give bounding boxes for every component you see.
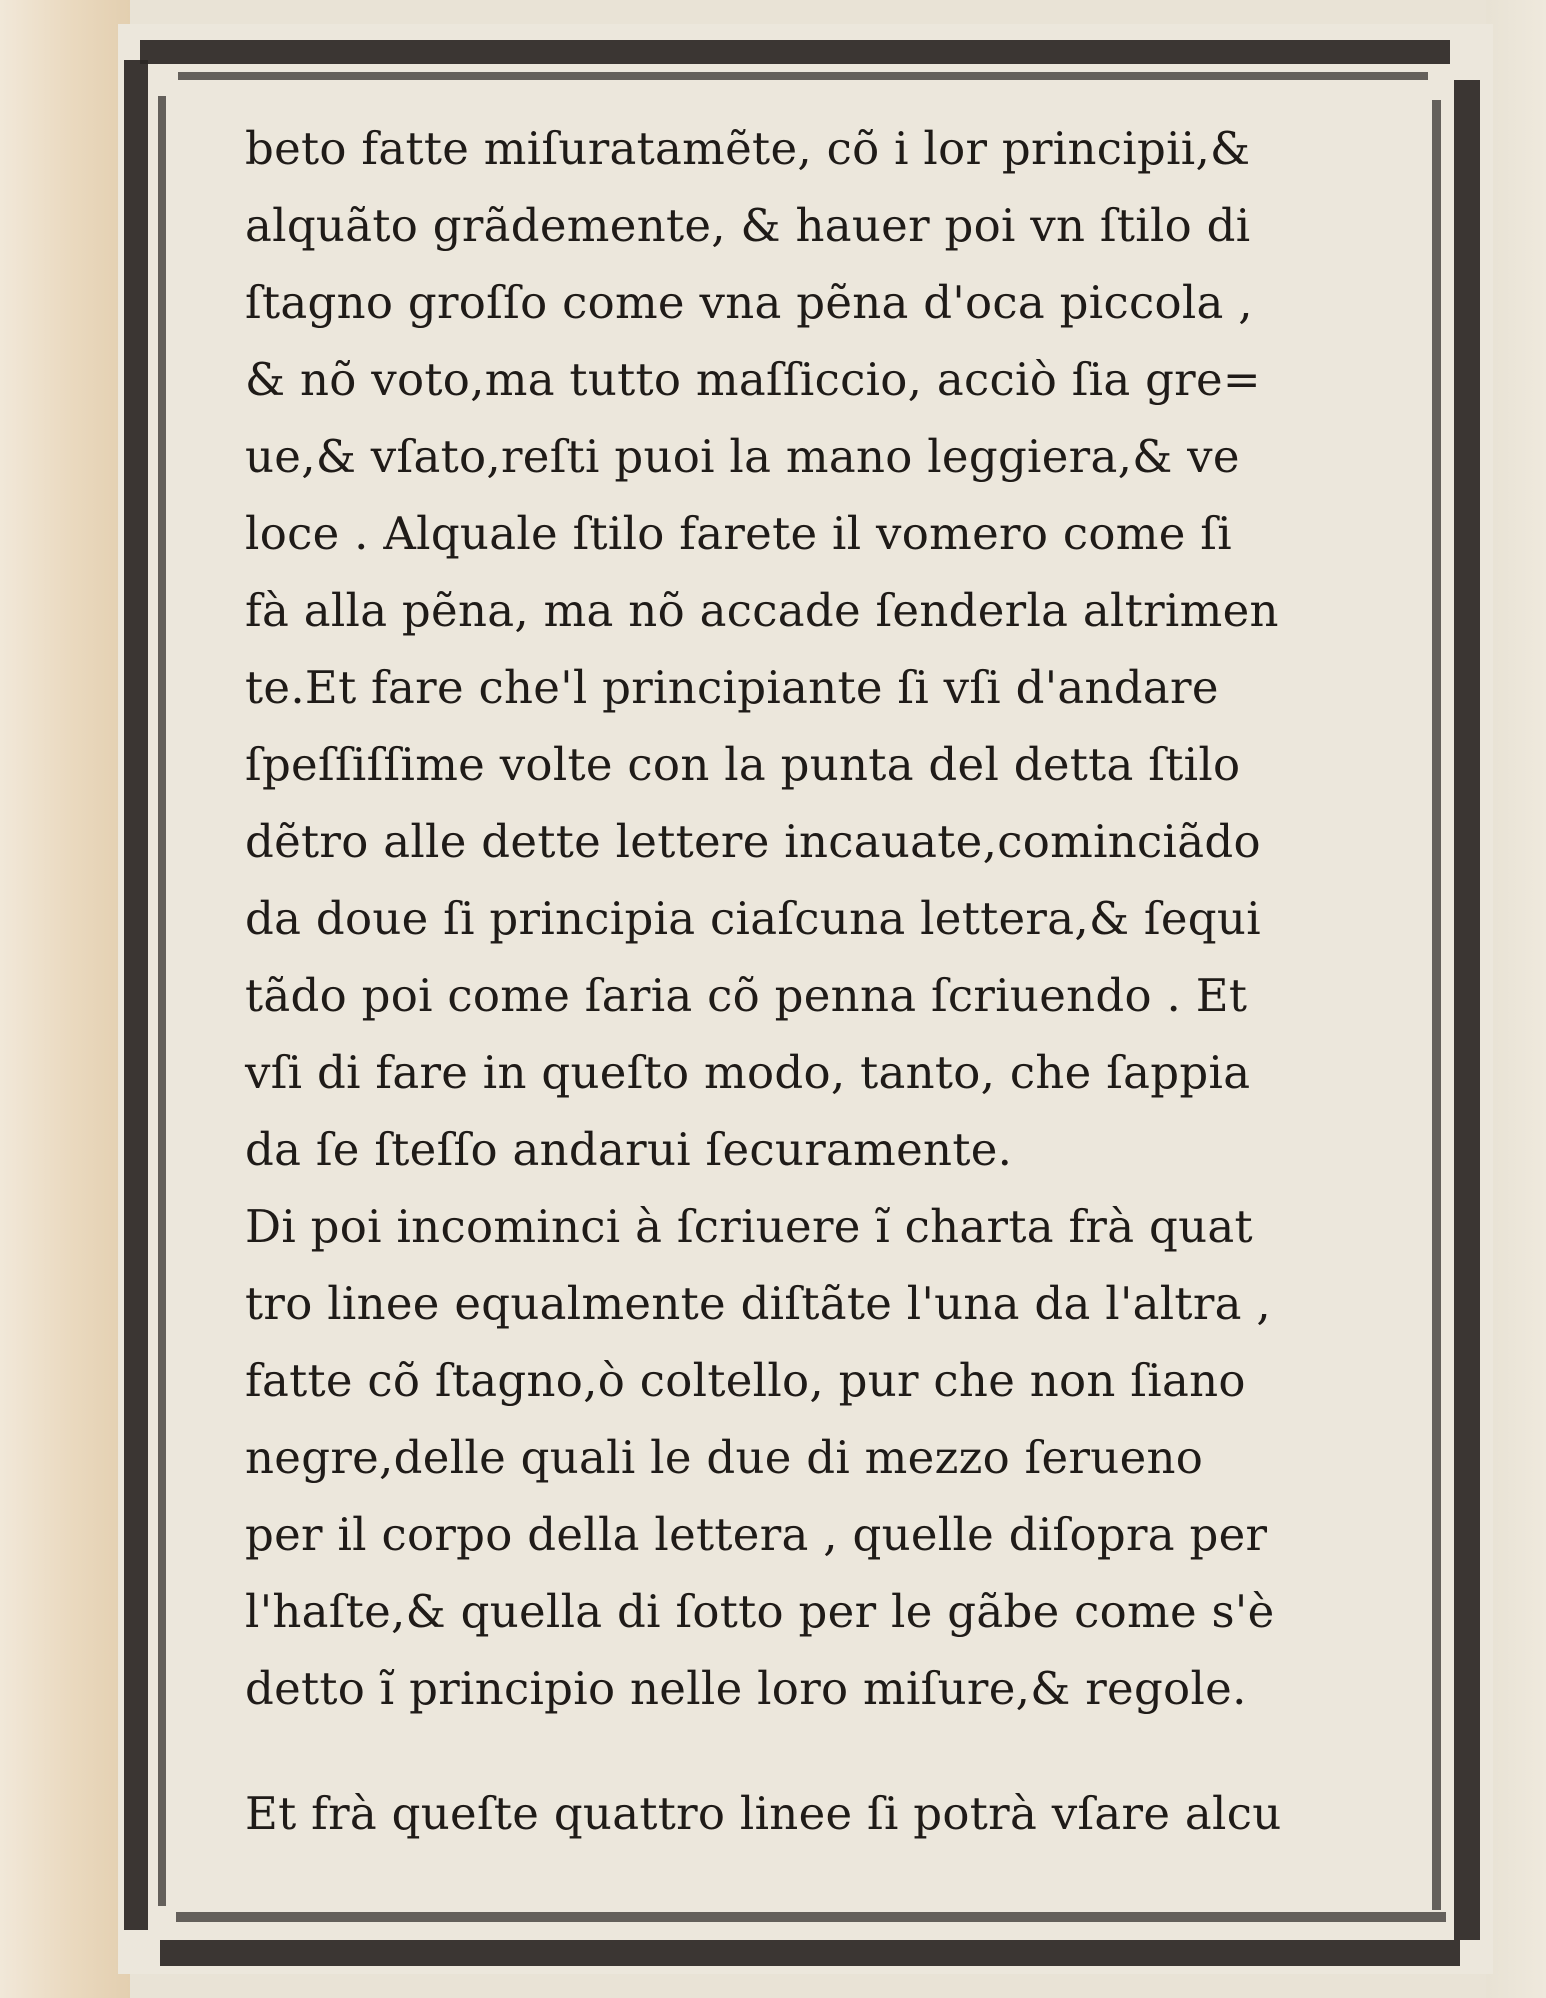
text-line: ſtagno groſſo come vna pẽna d'oca piccola , — [245, 276, 1253, 329]
frame-right-border — [1454, 80, 1480, 1940]
frame-bottom-border — [160, 1940, 1460, 1966]
text-line: te.Et fare che'l principiante ſi vſi d'andare — [245, 661, 1219, 714]
paper-margin-right — [1486, 0, 1546, 1998]
frame-top-inner-rule — [178, 72, 1428, 80]
text-line: tãdo poi come ſaria cõ penna ſcriuendo . Et — [245, 969, 1248, 1022]
text-line: Di poi incominci à ſcriuere ĩ charta frà quat — [245, 1200, 1253, 1253]
text-line: da doue ſi principia ciaſcuna lettera,& ſequi — [245, 892, 1261, 945]
text-line: beto fatte miſuratamẽte, cõ i lor principii,& — [245, 122, 1251, 175]
text-line: loce . Alquale ſtilo farete il vomero come ſi — [245, 507, 1232, 560]
text-line: per il corpo della lettera , quelle diſopra per — [245, 1508, 1268, 1561]
text-line: fà alla pẽna, ma nõ accade ſenderla altrimen — [245, 584, 1279, 637]
frame-right-inner-rule — [1432, 100, 1441, 1910]
text-line: fatte cõ ſtagno,ò coltello, pur che non ſiano — [245, 1354, 1246, 1407]
frame-top-border — [140, 40, 1450, 64]
text-line: detto ĩ principio nelle loro miſure,& regole. — [245, 1662, 1247, 1715]
frame-left-inner-rule — [158, 96, 166, 1906]
frame-bottom-inner-rule — [176, 1912, 1446, 1922]
paper-margin-left — [0, 0, 130, 1998]
text-line: & nõ voto,ma tutto maſſiccio, acciò ſia gre= — [245, 353, 1261, 406]
frame-left-border — [124, 60, 148, 1930]
text-line: dẽtro alle dette lettere incauate,cominciãdo — [245, 815, 1261, 868]
text-line: alquãto grãdemente, & hauer poi vn ſtilo di — [245, 199, 1251, 252]
text-line: Et frà queſte quattro linee ſi potrà vſare alcu — [245, 1787, 1282, 1840]
text-line: l'haſte,& quella di ſotto per le gãbe come s'è — [245, 1585, 1275, 1638]
text-line: negre,delle quali le due di mezzo ſerueno — [245, 1431, 1204, 1484]
text-line: ſpeſſiſſime volte con la punta del detta ſtilo — [245, 738, 1241, 791]
text-line: da ſe ſteſſo andarui ſecuramente. — [245, 1123, 1013, 1176]
text-line: vſi di fare in queſto modo, tanto, che ſappia — [245, 1046, 1251, 1099]
text-line: tro linee equalmente diſtãte l'una da l'altra , — [245, 1277, 1271, 1330]
text-line: ue,& vſato,reſti puoi la mano leggiera,& ve — [245, 430, 1240, 483]
